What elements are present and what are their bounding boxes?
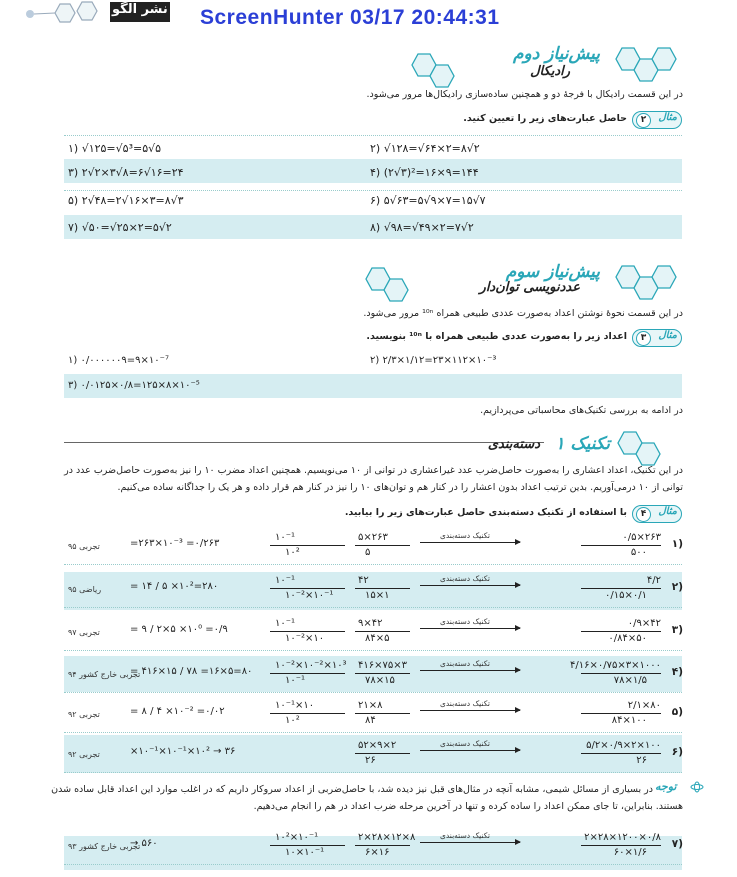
arrow [420,670,520,671]
fraction-bar [270,845,345,846]
mid-denominator: ۶×۱۶ [365,847,390,858]
mid-denominator: ۷۸×۱۵ [365,675,395,686]
arrow-label: تکنیک دسته‌بندی [440,831,490,840]
arrow-label: تکنیک دسته‌بندی [440,739,490,748]
section3-intro: در این قسمت نحوهٔ نوشتن اعداد به‌صورت عددی طبیعی همراه ¹⁰ⁿ مرور می‌شود. [363,308,683,319]
example-badge-4: مثال ۴ [632,505,682,523]
fraction-bar [355,753,410,754]
mid-numerator: ۵۲×۹×۲ [358,740,397,751]
row-number: ۴) [671,666,683,678]
example-badge-3: مثال ۳ [632,329,682,347]
example-3-text: اعداد زیر را به‌صورت عددی طبیعی همراه با ¹⁰ⁿ بنویسید. [366,331,627,342]
power-item-1: ۱) ۰/۰۰۰۰۰۰۹=۹×۱۰⁻⁷ [68,355,169,366]
row-result: = ۹ / ۲×۵ ×۱۰⁰ =۰/۹ [130,624,228,635]
mid-numerator: ۲۱×۸ [358,700,383,711]
row-result: = ۸ / ۴ ×۱۰⁻² =۰/۰۲ [130,706,225,717]
exam-source-tag: تجربی ۹۵ [68,542,100,551]
arrow [420,710,520,711]
power-denominator: ۱۰×۱۰⁻¹ [285,847,325,858]
technique1-header [450,424,680,466]
hexagon-molecule-icon-left [362,262,422,304]
note-line-2: هستند. بنابراین، تا جای ممکن اعداد را ساده کرده و تنها در آخرین مرحله ضرب اعداد در هم را انجام می‌دهیم. [253,801,683,812]
arrow-label: تکنیک دسته‌بندی [440,659,490,668]
lhs-numerator: ۲/۱×۸۰ [627,700,661,711]
power-denominator: ۱۰⁻²×۱۰ [285,633,325,644]
example-badge-2: مثال ۲ [632,111,682,129]
power-denominator: ۱۰² [285,715,300,726]
top-banner [0,0,200,30]
mid-numerator: ۴۱۶×۷۵×۳ [358,660,407,671]
fraction-bar [355,588,410,589]
note-label: توجه [655,780,677,793]
lhs-denominator: ۰/۱۵×۰/۱ [605,590,647,601]
row-number: ۲) [671,581,683,593]
row-result: ×۱۰⁻¹×۱۰⁻¹×۱۰² → ۳۶ [130,746,236,757]
mid-denominator: ۵ [365,547,371,558]
mid-numerator: ۴۲ [358,575,369,586]
lhs-numerator: ۴/۱۶×۰/۷۵×۳×۱۰۰۰ [570,660,661,671]
arrow-label: تکنیک دسته‌بندی [440,699,490,708]
radical-item-4: ۴) (۲√۳)²=۱۶×۹=۱۴۴ [370,166,479,179]
lhs-denominator: ۶۰×۱/۶ [613,847,647,858]
lhs-denominator: ۸۴×۱۰۰ [611,715,647,726]
row-divider [64,564,682,565]
exam-source-tag: تجربی ۹۲ [68,710,100,719]
exam-source-tag: تجربی خارج کشور ۹۳ [68,842,141,851]
lhs-numerator: ۴/۲ [646,575,661,586]
radical-item-8: ۸) √۹۸=√۴۹×۲=۷√۲ [370,221,474,234]
radical-item-6: ۶) ۵√۶۳=۵√۹×۷=۱۵√۷ [370,194,486,207]
section3-subtitle: عددنویسی توان‌دار [479,280,580,295]
mid-denominator: ۱۵×۱ [365,590,390,601]
fraction-bar [581,588,661,589]
section2-intro: در این قسمت رادیکال با فرجهٔ دو و همچنین ساده‌سازی رادیکال‌ها مرور می‌شود. [366,89,683,100]
exam-source-tag: تجربی خارج کشور ۹۴ [68,670,141,679]
power-numerator: ۱۰⁻¹×۱۰ [275,700,315,711]
arrow [420,542,520,543]
row-number: ۳) [671,624,683,636]
section3-title: پیش‌نیاز سوم [505,262,600,282]
fraction-bar [270,673,345,674]
example-4-text: با استفاده از تکنیک دسته‌بندی حاصل عبارت‌های زیر را بیابید. [344,507,627,518]
row-result: =۲۶۳×۱۰⁻³ =۰/۲۶۳ [130,538,220,549]
row-number: ۵) [671,706,683,718]
fraction-bar [355,845,410,846]
arrow-label: تکنیک دسته‌بندی [440,574,490,583]
mid-denominator: ۸۴ [365,715,376,726]
section2-header [360,40,680,82]
row-divider [64,692,682,693]
atom-icon [690,781,704,793]
exam-source-tag: تجربی ۹۲ [68,750,100,759]
row-divider [64,772,682,773]
mid-denominator: ۸۴×۵ [365,633,390,644]
power-numerator: ۱۰⁻¹ [275,575,296,586]
row-divider [64,607,682,608]
radical-item-3: ۳) ۲√۲×۳√۸=۶√۱۶=۲۴ [68,166,184,179]
radical-item-2: ۲) √۱۲۸=√۶۴×۲=۸√۲ [370,142,480,155]
arrow [420,628,520,629]
technique1-intro-2: توانی از ۱۰ درمی‌آوریم. بدین ترتیب اعداد بدون اعشار را در کنار هم و توان‌های ۱۰ را نیز در کنار هم قرار داده و هر یک را جداگانه ساده می‌کنیم. [117,482,683,493]
row-divider [64,135,682,136]
power-numerator: ۱۰⁻¹ [275,532,296,543]
fraction-bar [355,631,410,632]
exam-source-tag: تجربی ۹۷ [68,628,100,637]
radical-item-5: ۵) ۲√۴۸=۲√۱۶×۳=۸√۳ [68,194,184,207]
arrow [420,750,520,751]
screenshot-watermark: ScreenHunter 03/17 20:44:31 [200,6,500,29]
row-divider [64,732,682,733]
note-line-1: در بسیاری از مسائل شیمی، مشابه آنچه در مثال‌های قبل نیز دیده شد، با حاصل‌ضربی از اعداد سروکار داریم که در اغلب موارد این اعداد قابل ساده شدن [51,784,653,795]
section2-title: پیش‌نیاز دوم [512,44,600,64]
fraction-bar [270,713,345,714]
power-numerator: ۱۰⁻¹ [275,618,296,629]
section3-outro: در ادامه به بررسی تکنیک‌های محاسباتی می‌پردازیم. [480,405,683,416]
radical-item-7: ۷) √۵۰=√۲۵×۲=۵√۲ [68,221,172,234]
fraction-bar [355,673,410,674]
lhs-numerator: ۰/۹×۴۲ [627,618,661,629]
hexagon-molecule-icon-left [408,48,468,90]
technique1-subtitle: دسته‌بندی [487,437,540,452]
exam-source-tag: ریاضی ۹۵ [68,585,102,594]
lhs-denominator: ۵۰۰ [630,547,647,558]
arrow-label: تکنیک دسته‌بندی [440,617,490,626]
row-result: = ۴۱۶×۱۵ / ۷۸ =۱۶×۵=۸۰ [130,666,253,677]
molecule-icon [0,0,200,30]
fraction-bar [270,545,345,546]
fraction-bar [581,713,661,714]
row-number: ۷) [671,838,683,850]
arrow [420,585,520,586]
fraction-bar [581,673,661,674]
power-numerator: ۱۰²×۱۰⁻¹ [275,832,319,843]
fraction-bar [581,753,661,754]
banner-fragment: نشر الگو [112,2,168,17]
hexagon-molecule-icon [600,40,680,82]
section3-header [360,258,680,300]
mid-numerator: ۹×۴۲ [358,618,383,629]
power-item-2: ۲) ۲/۳×۱/۱۲=۲۳×۱۱۲×۱۰⁻³ [370,355,497,366]
lhs-denominator: ۷۸×۱/۵ [613,675,647,686]
fraction-bar [581,845,661,846]
lhs-denominator: ۰/۸۴×۵۰ [608,633,647,644]
power-denominator: ۱۰⁻¹ [285,675,306,686]
power-denominator: ۱۰⁻²×۱۰⁻¹ [285,590,334,601]
radical-item-1: ۱) √۱۲۵=√۵³=۵√۵ [68,142,162,155]
example-2-text: حاصل عبارت‌های زیر را تعیین کنید. [463,113,627,124]
fraction-bar [270,631,345,632]
fraction-bar [581,545,661,546]
row-divider [64,864,682,865]
power-item-3: ۳) ۰/۰۱۲۵×۰/۸=۱۲۵×۸×۱۰⁻⁵ [68,380,200,391]
power-denominator: ۱۰² [285,547,300,558]
section2-subtitle: رادیکال [530,64,570,79]
arrow-label: تکنیک دسته‌بندی [440,531,490,540]
technique1-intro-1: در این تکنیک، اعداد اعشاری را به‌صورت حاصل‌ضرب عدد غیراعشاری در توانی از ۱۰ می‌نویسیم. همچنین اعداد مضرب ۱۰ را نیز به‌صورت حاصل‌ضرب عدد در [64,465,683,476]
fraction-bar [581,631,661,632]
row-result: → ۵۶۰ [130,838,158,849]
row-divider [64,190,682,191]
fraction-bar [355,545,410,546]
row-divider [64,650,682,651]
technique1-title: تکنیک ۱ [555,434,610,454]
row-number: ۱) [671,538,683,550]
fraction-bar [355,713,410,714]
lhs-numerator: ۵/۲×۰/۹×۲×۱۰۰ [586,740,661,751]
row-result: = ۱۴ / ۵ ×۱۰²=۲۸۰ [130,581,219,592]
lhs-denominator: ۲۶ [636,755,647,766]
mid-denominator: ۲۶ [365,755,376,766]
arrow [420,842,520,843]
power-numerator: ۱۰⁻²×۱۰⁻²×۱۰³ [275,660,347,671]
mid-numerator: ۵×۲۶۳ [358,532,388,543]
hexagon-molecule-icon [610,424,680,466]
row-number: ۶) [671,746,683,758]
fraction-bar [270,588,345,589]
hexagon-molecule-icon [600,258,680,300]
lhs-numerator: ۲×۲۸×۱۲۰۰×۰/۸ [584,832,661,843]
lhs-numerator: ۰/۵×۲۶۳ [622,532,661,543]
mid-numerator: ۲×۲۸×۱۲×۸ [358,832,416,843]
